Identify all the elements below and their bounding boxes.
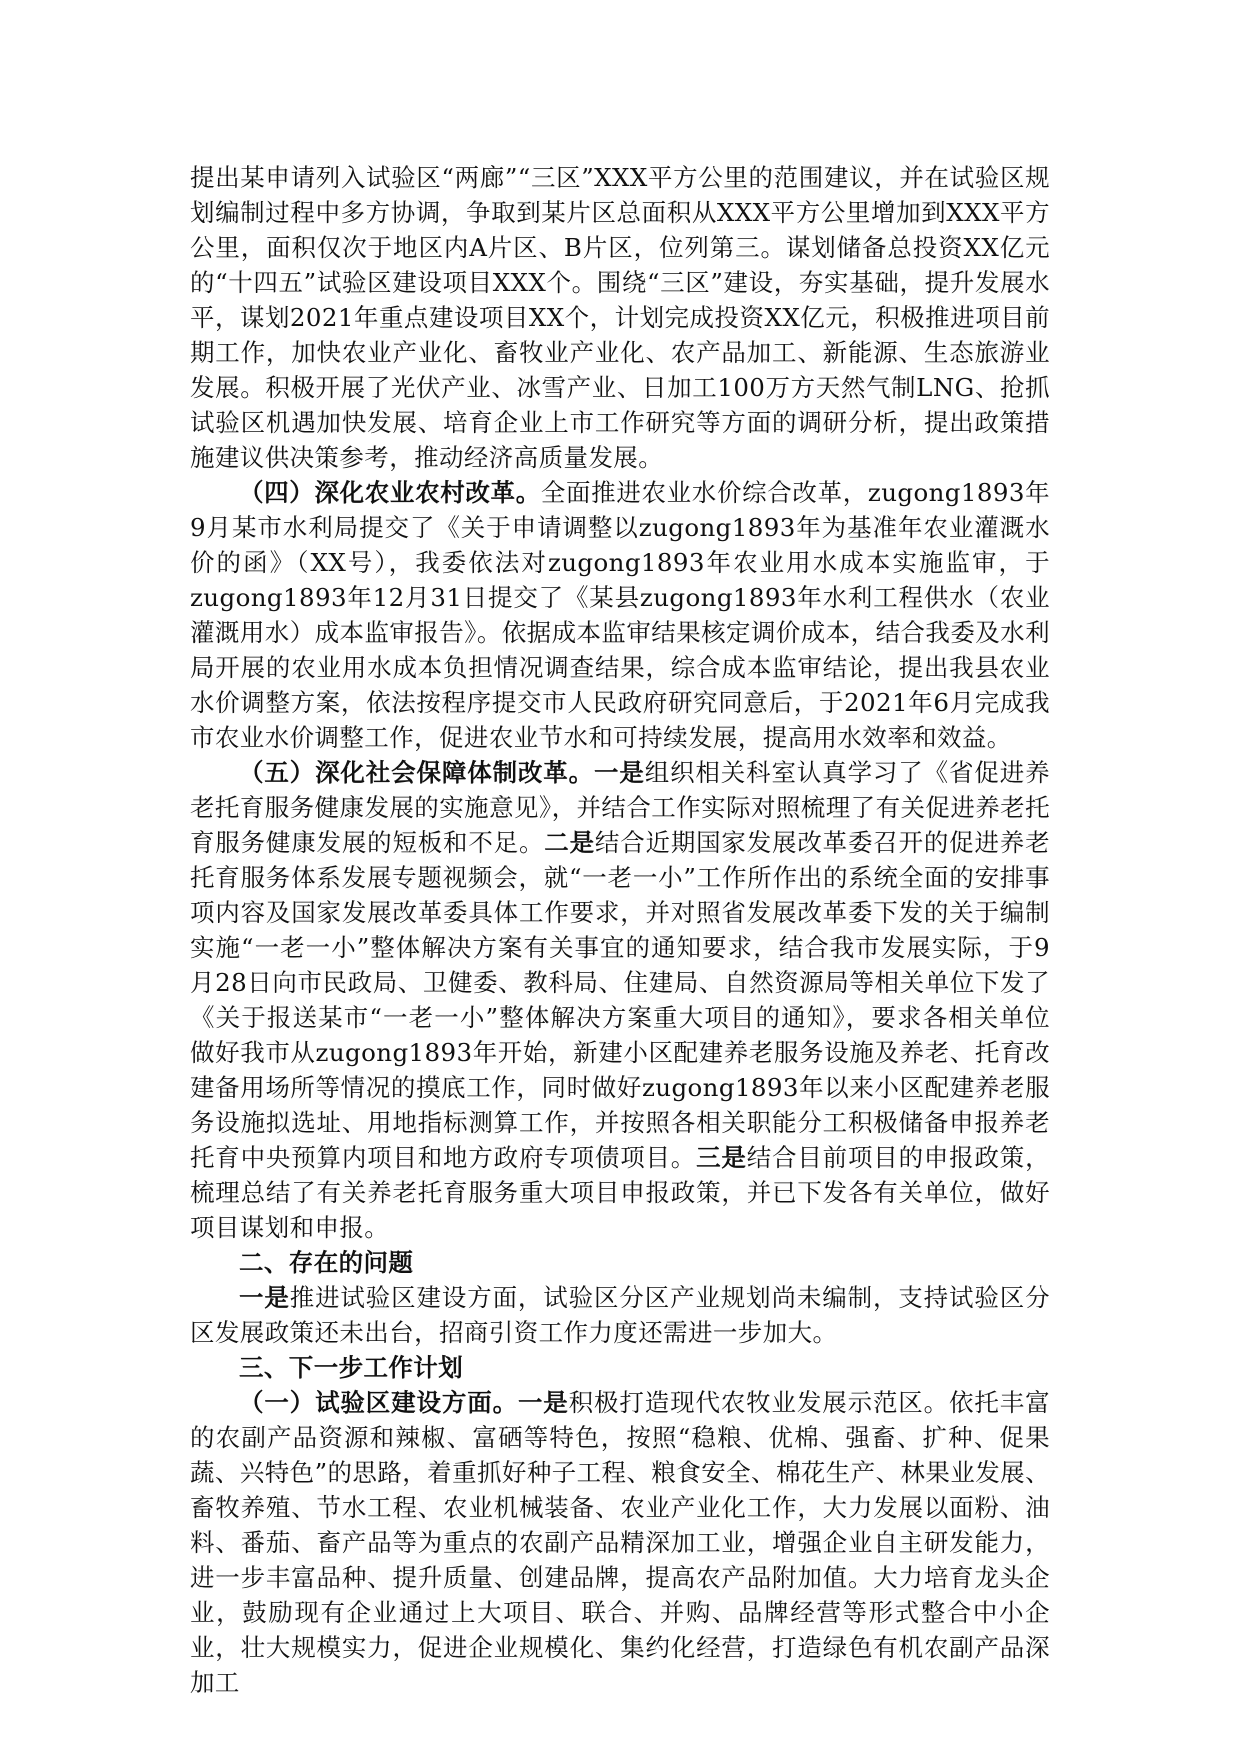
text-first: 组织相关科室认真学习了《省促进养老托育服务健康发展的实施意见》，并结合工作实际对照梳理了有关促进养老托育服务健康发展的短板和不足。 [190, 758, 1050, 857]
heading-pilot-zone: （一）试验区建设方面。 [239, 1388, 518, 1417]
keyword-second: 二是 [544, 828, 595, 857]
text-problems: 推进试验区建设方面，试验区分区产业规划尚未编制，支持试验区分区发展政策还未出台，招商引资工作力度还需进一步加大。 [190, 1283, 1050, 1347]
text-third: 结合目前项目的申报政策，梳理总结了有关养老托育服务重大项目申报政策，并已下发各有关单位，做好项目谋划和申报。 [190, 1143, 1050, 1242]
keyword-third: 三是 [696, 1143, 747, 1172]
keyword-first: 一是 [594, 758, 645, 787]
section-heading-next-steps: 三、下一步工作计划 [239, 1353, 464, 1382]
paragraph-problems [190, 1280, 1050, 1350]
heading-agri-reform: （四）深化农业农村改革。 [239, 478, 541, 507]
keyword-problem-first: 一是 [239, 1283, 290, 1312]
paragraph-agri-reform [190, 475, 1050, 755]
text-agri-reform: 全面推进农业水价综合改革，zugong1893年9月某市水利局提交了《关于申请调整以zugong1893年为基准年农业灌溉水价的函》（XX号），我委依法对zugong1893年农业用水成本实施监审，于zugong1893年12月31日提交了《某县zugong1893年水利工程供水（农业灌溉用水）成本监审报告》。依据成本监审结果核定调价成本，结合我委及水利局开展的农业用水成本负担情况调查结果，综合成本监审结论，提出我县农业水价调整方案，依法按程序提交市人民政府研究同意后，于2021年6月完成我市农业水价调整工作，促进农业节水和可持续发展，提高用水效率和效益。 [190, 478, 1050, 752]
text-second: 结合近期国家发展改革委召开的促进养老托育服务体系发展专题视频会，就“一老一小”工作所作出的系统全面的安排事项内容及国家发展改革委具体工作要求，并对照省发展改革委下发的关于编制实施“一老一小”整体解决方案有关事宜的通知要求，结合我市发展实际，于9月28日向市民政局、卫健委、教科局、住建局、自然资源局等相关单位下发了《关于报送某市“一老一小”整体解决方案重大项目的通知》，要求各相关单位做好我市从zugong1893年开始，新建小区配建养老服务设施及养老、托育改建备用场所等情况的摸底工作，同时做好zugong1893年以来小区配建养老服务设施拟选址、用地指标测算工作，并按照各相关职能分工积极储备申报养老托育中央预算内项目和地方政府专项债项目。 [190, 828, 1050, 1172]
paragraph-social-security [190, 755, 1050, 1245]
paragraph-continuation: 提出某申请列入试验区“两廊”“三区”XXX平方公里的范围建议，并在试验区规划编制过程中多方协调，争取到某片区总面积从XXX平方公里增加到XXX平方公里，面积仅次于地区内A片区、B片区，位列第三。谋划储备总投资XX亿元的“十四五”试验区建设项目XXX个。围绕“三区”建设，夯实基础，提升发展水平，谋划2021年重点建设项目XX个，计划完成投资XX亿元，积极推进项目前期工作，加快农业产业化、畜牧业产业化、农产品加工、新能源、生态旅游业发展。积极开展了光伏产业、冰雪产业、日加工100万方天然气制LNG、抢抓试验区机遇加快发展、培育企业上市工作研究等方面的调研分析，提出政策措施建议供决策参考，推动经济高质量发展。 [190, 163, 1050, 472]
paragraph-pilot-zone [190, 1385, 1050, 1700]
heading-social-security: （五）深化社会保障体制改革。 [239, 758, 594, 787]
document-page [190, 160, 1050, 1700]
section-heading-problems: 二、存在的问题 [239, 1248, 414, 1277]
keyword-pilot-first: 一是 [517, 1388, 569, 1417]
text-pilot-zone: 积极打造现代农牧业发展示范区。依托丰富的农副产品资源和辣椒、富硒等特色，按照“稳粮、优棉、强畜、扩种、促果蔬、兴特色”的思路，着重抓好种子工程、粮食安全、棉花生产、林果业发展、畜牧养殖、节水工程、农业机械装备、农业产业化工作，大力发展以面粉、油料、番茄、畜产品等为重点的农副产品精深加工业，增强企业自主研发能力，进一步丰富品种、提升质量、创建品牌，提高农产品附加值。大力培育龙头企业，鼓励现有企业通过上大项目、联合、并购、品牌经营等形式整合中小企业，壮大规模实力，促进企业规模化、集约化经营，打造绿色有机农副产品深加工 [190, 1388, 1050, 1697]
